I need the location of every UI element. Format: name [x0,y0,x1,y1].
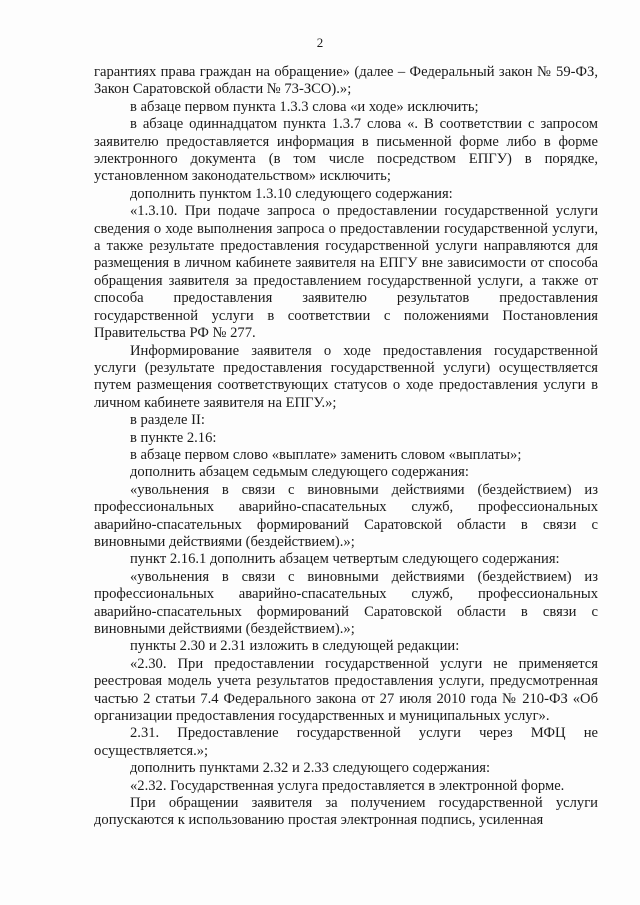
paragraph: пункты 2.30 и 2.31 изложить в следующей редакции: [130,638,460,655]
paragraph: «увольнения в связи с виновными действиями (бездействием) из профессиональных аварийно-спасательных служб, профессиональных аварийно-спасательных формирований Саратовской области в связи с виновными действиями (бездействием).»; [94,568,598,637]
paragraph: дополнить пунктами 2.32 и 2.33 следующего содержания: [130,760,491,777]
paragraph: «2.30. При предоставлении государственной услуги не применяется реестровая модель учета результатов предоставления услуги, предусмотренная частью 2 статьи 7.4 Федерального закона от 27 июля 2010 года № 210-ФЗ «Об организации предоставления государственных и муниципальных услуг». [94,655,598,725]
paragraph: 2.31. Предоставление государственной услуги через МФЦ не осуществляется.»; [94,725,598,759]
paragraph: в абзаце первом пункта 1.3.3 слова «и ходе» исключить; [130,98,479,115]
paragraph: «2.32. Государственная услуга предоставляется в электронной форме. [130,777,565,794]
paragraph: «1.3.10. При подаче запроса о предоставлении государственной услуги сведения о ходе выполнения запроса о предоставлении государственной услуги, а также результате предоставления государственной услуги направляются для размещения в личном кабинете заявителя на ЕПГУ вне зависимости от способа обращения заявителя за предоставлением государственной услуги, а также от способа предоставления заявителю результатов предоставления государственной услуги в соответствии с положениями Постановления Правительства РФ № 277. [94,203,598,342]
paragraph: в пункте 2.16: [130,429,217,446]
paragraph: в абзаце первом слово «выплате» заменить словом «выплаты»; [130,446,522,463]
paragraph: При обращении заявителя за получением государственной услуги допускаются к использованию простая электронная подпись, усиленная [94,795,598,829]
paragraph: Информирование заявителя о ходе предоставления государственной услуги (результате предоставления государственной услуги) осуществляется путем размещения соответствующих статусов о ходе предоставления услуги в личном кабинете заявителя на ЕПГУ.»; [94,342,598,411]
paragraph: дополнить абзацем седьмым следующего содержания: [130,464,469,481]
paragraph: в абзаце одиннадцатом пункта 1.3.7 слова «. В соответствии с запросом заявителю предоставляется информация в письменной форме либо в форме электронного документа (в том числе посредством ЕПГУ) в порядке, установленном законодательством» исключить; [94,116,598,185]
paragraph: в разделе II: [130,412,205,429]
page-number: 2 [316,35,324,50]
paragraph: гарантиях права граждан на обращение» (далее – Федеральный закон № 59-ФЗ, Закон Саратовской области № 73-ЗСО).»; [94,64,598,98]
paragraph: «увольнения в связи с виновными действиями (бездействием) из профессиональных аварийно-спасательных служб, профессиональных аварийно-спасательных формирований Саратовской области в связи с виновными действиями (бездействием).»; [94,481,598,550]
paragraph: дополнить пунктом 1.3.10 следующего содержания: [130,185,453,202]
paragraph: пункт 2.16.1 дополнить абзацем четвертым следующего содержания: [130,551,560,568]
document-body [94,64,598,830]
